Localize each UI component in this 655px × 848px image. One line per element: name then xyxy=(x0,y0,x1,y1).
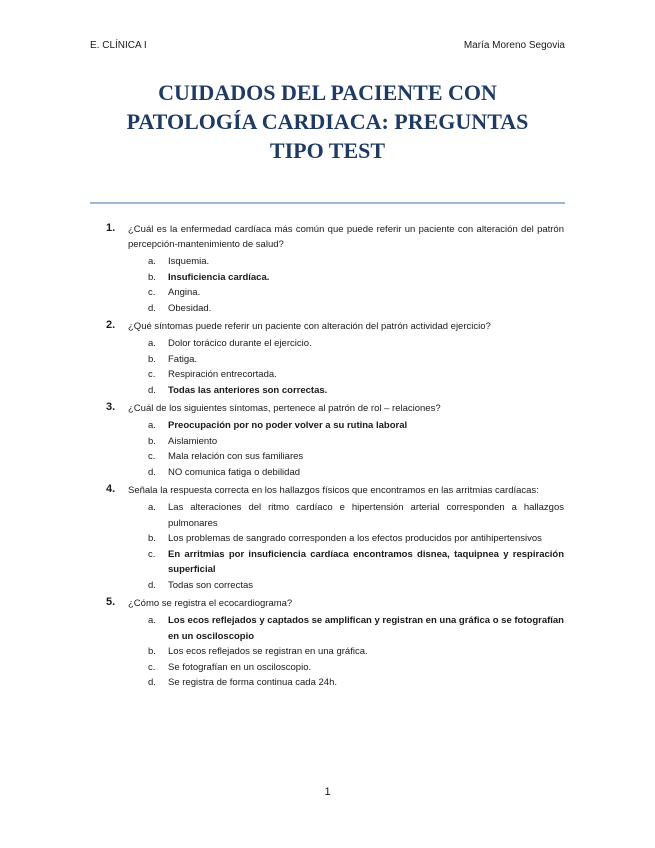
question-number: 3. xyxy=(106,401,116,413)
option-c xyxy=(128,367,564,383)
question-2 xyxy=(106,319,564,398)
option-b-correct xyxy=(128,270,564,286)
option-b xyxy=(128,644,564,660)
option-letter: d. xyxy=(148,677,156,688)
option-letter: b. xyxy=(148,435,156,447)
option-letter: d. xyxy=(148,302,156,314)
option-list xyxy=(128,613,564,691)
option-letter: c. xyxy=(148,287,156,298)
document-title xyxy=(90,78,565,165)
option-d xyxy=(128,578,564,594)
question-text: Señala la respuesta correcta en los hallazgos físicos que encontramos en las arritmias cardíacas: xyxy=(128,485,539,496)
option-text: En arritmias por insuficiencia cardíaca encontramos disnea, taquipnea y respiración superficial xyxy=(168,548,564,575)
option-text: Todas son correctas xyxy=(168,579,254,591)
option-c-correct xyxy=(128,547,564,578)
page-header xyxy=(90,40,565,51)
option-c xyxy=(128,660,564,676)
question-text: ¿Cuál de los siguientes síntomas, pertenece al patrón de rol – relaciones? xyxy=(128,403,441,414)
option-a xyxy=(128,336,564,352)
question-text: ¿Qué síntomas puede referir un paciente con alteración del patrón actividad ejercicio? xyxy=(128,321,491,332)
title-line-2: PATOLOGÍA CARDIACA: PREGUNTAS xyxy=(126,109,529,134)
option-text: Se fotografían en un osciloscopio. xyxy=(168,661,312,673)
option-text: Respiración entrecortada. xyxy=(168,369,277,380)
option-letter: b. xyxy=(148,353,156,365)
option-a-correct xyxy=(128,418,564,434)
option-letter: b. xyxy=(148,271,156,283)
option-text: Mala relación con sus familiares xyxy=(168,451,304,462)
title-line-1: CUIDADOS DEL PACIENTE CON xyxy=(158,80,497,105)
option-letter: a. xyxy=(148,338,156,349)
option-letter: d. xyxy=(148,579,156,591)
option-letter: c. xyxy=(148,451,156,462)
option-list xyxy=(128,500,564,593)
question-text: ¿Cuál es la enfermedad cardíaca más común que puede referir un paciente con alteración del patrón percepción-mantenimiento de salud? xyxy=(128,224,564,250)
option-letter: c. xyxy=(148,369,156,380)
option-d-correct xyxy=(128,383,564,399)
option-letter: a. xyxy=(148,420,156,431)
option-text: Todas las anteriores son correctas. xyxy=(168,384,328,396)
question-list xyxy=(106,222,564,694)
option-a xyxy=(128,500,564,531)
option-a xyxy=(128,254,564,270)
option-text: Isquemia. xyxy=(168,256,210,267)
option-letter: b. xyxy=(148,646,156,657)
option-letter: d. xyxy=(148,384,156,396)
option-text: Los problemas de sangrado corresponden a los efectos producidos por antihipertensivos xyxy=(168,533,542,544)
option-text: NO comunica fatiga o debilidad xyxy=(168,466,301,478)
option-letter: a. xyxy=(148,615,156,626)
question-number: 1. xyxy=(106,222,116,234)
option-text: Obesidad. xyxy=(168,302,212,314)
option-letter: b. xyxy=(148,533,156,544)
option-text: Fatiga. xyxy=(168,353,198,365)
option-text: Las alteraciones del ritmo cardíaco e hipertensión arterial corresponden a hallazgos pulmonares xyxy=(168,502,564,529)
option-a-correct xyxy=(128,613,564,644)
option-b xyxy=(128,434,564,450)
option-text: Insuficiencia cardíaca. xyxy=(168,271,270,283)
option-list xyxy=(128,254,564,316)
option-text: Los ecos reflejados se registran en una gráfica. xyxy=(168,646,368,657)
option-c xyxy=(128,449,564,465)
question-text: ¿Cómo se registra el ecocardiograma? xyxy=(128,598,293,609)
option-text: Angina. xyxy=(168,287,201,298)
option-text: Preocupación por no poder volver a su rutina laboral xyxy=(168,420,408,431)
option-letter: a. xyxy=(148,256,156,267)
question-number: 5. xyxy=(106,596,116,608)
option-letter: d. xyxy=(148,466,156,478)
option-text: Se registra de forma continua cada 24h. xyxy=(168,677,337,688)
option-c xyxy=(128,285,564,301)
option-letter: c. xyxy=(148,661,156,673)
option-d xyxy=(128,675,564,691)
question-3 xyxy=(106,401,564,480)
question-number: 2. xyxy=(106,319,116,331)
question-number: 4. xyxy=(106,483,116,495)
option-text: Dolor torácico durante el ejercicio. xyxy=(168,338,312,349)
option-letter: a. xyxy=(148,502,156,513)
option-d xyxy=(128,465,564,481)
header-course: E. CLÍNICA I xyxy=(90,40,147,51)
title-line-3: TIPO TEST xyxy=(269,138,386,163)
option-text: Aislamiento xyxy=(168,435,218,447)
option-b xyxy=(128,531,564,547)
option-d xyxy=(128,301,564,317)
option-list xyxy=(128,418,564,480)
option-letter: c. xyxy=(148,548,156,560)
question-5 xyxy=(106,596,564,691)
option-b xyxy=(128,352,564,368)
page-number: 1 xyxy=(324,786,331,798)
question-1 xyxy=(106,222,564,316)
option-text: Los ecos reflejados y captados se amplifican y registran en una gráfica o se fotografían en un osciloscopio xyxy=(168,615,564,642)
question-4 xyxy=(106,483,564,593)
option-list xyxy=(128,336,564,398)
title-divider xyxy=(90,202,565,204)
header-author: María Moreno Segovia xyxy=(463,40,565,51)
